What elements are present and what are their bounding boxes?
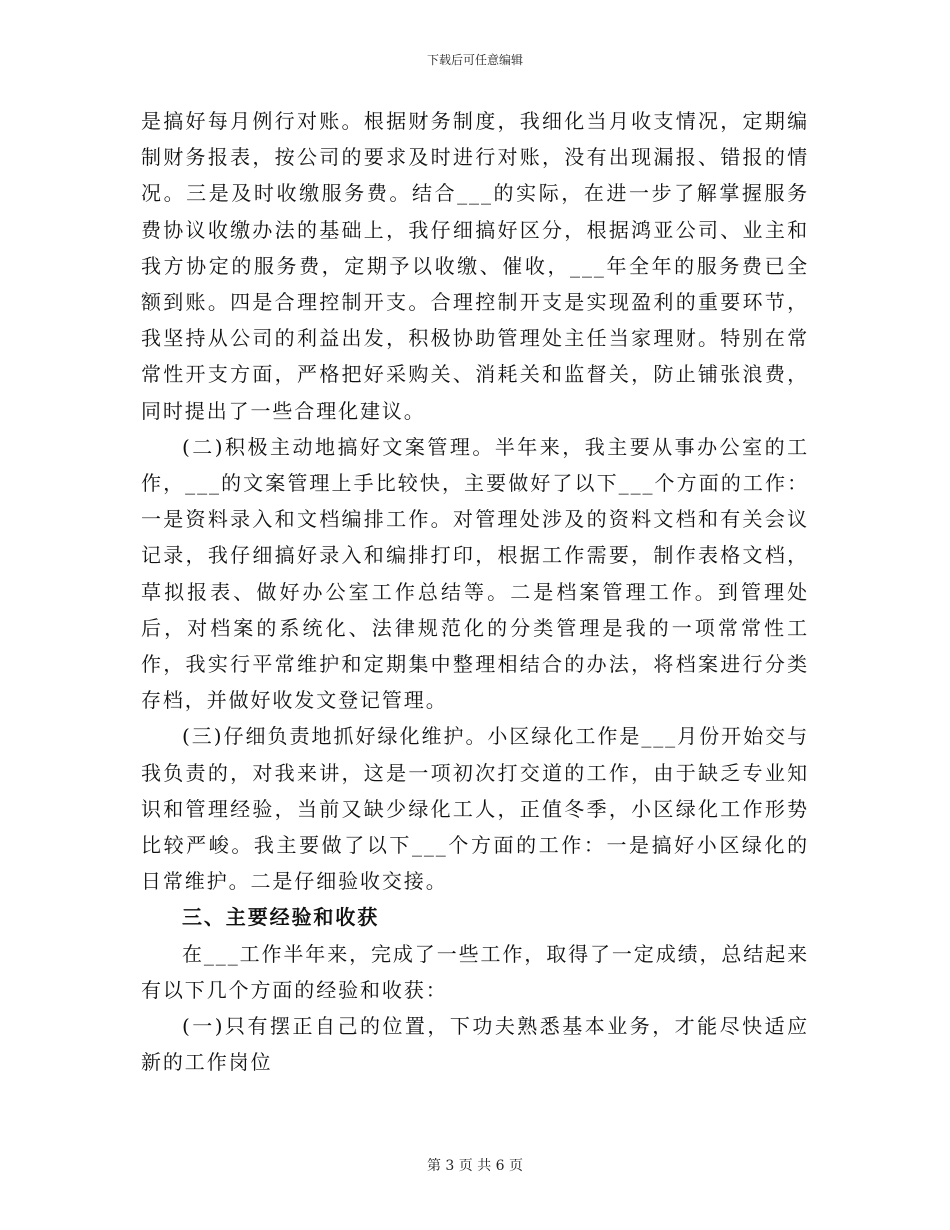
paragraph-experience-intro: 在___工作半年来，完成了一些工作，取得了一定成绩，总结起来有以下几个方面的经验和收获： xyxy=(141,941,809,1002)
paragraph-greening-maintenance: (三)仔细负责地抓好绿化维护。小区绿化工作是___月份开始交与我负责的，对我来讲，这是一项初次打交道的工作，由于缺乏专业知识和管理经验，当前又缺少绿化工人，正值冬季，小区绿化工作形势比较严峻。我主要做了以下___个方面的工作：一是搞好小区绿化的日常维护。二是仔细验收交接。 xyxy=(141,724,809,894)
page-footer: 第 3 页 共 6 页 xyxy=(426,1158,524,1174)
section-heading-experience: 三、主要经验和收获 xyxy=(182,905,380,930)
paragraph-experience-item-1: (一)只有摆正自己的位置，下功夫熟悉基本业务，才能尽快适应新的工作岗位 xyxy=(141,1014,809,1075)
document-body xyxy=(141,103,809,1080)
paragraph-document-management: (二)积极主动地搞好文案管理。半年来，我主要从事办公室的工作，___的文案管理上手比较快，主要做好了以下___个方面的工作：一是资料录入和文档编排工作。对管理处涉及的资料文档和有关会议记录，我仔细搞好录入和编排打印，根据工作需要，制作表格文档，草拟报表、做好办公室工作总结等。二是档案管理工作。到管理处后，对档案的系统化、法律规范化的分类管理是我的一项常常性工作，我实行平常维护和定期集中整理相结合的办法，将档案进行分类存档，并做好收发文登记管理。 xyxy=(141,434,809,713)
paragraph-continued: 是搞好每月例行对账。根据财务制度，我细化当月收支情况，定期编制财务报表，按公司的要求及时进行对账，没有出现漏报、错报的情况。三是及时收缴服务费。结合___的实际，在进一步了解掌握服务费协议收缴办法的基础上，我仔细搞好区分，根据鸿亚公司、业主和我方协定的服务费，定期予以收缴、催收，___年全年的服务费已全额到账。四是合理控制开支。合理控制开支是实现盈利的重要环节，我坚持从公司的利益出发，积极协助管理处主任当家理财。特别在常常性开支方面，严格把好采购关、消耗关和监督关，防止铺张浪费，同时提出了一些合理化建议。 xyxy=(141,109,809,423)
page-header: 下载后可任意编辑 xyxy=(426,53,523,67)
